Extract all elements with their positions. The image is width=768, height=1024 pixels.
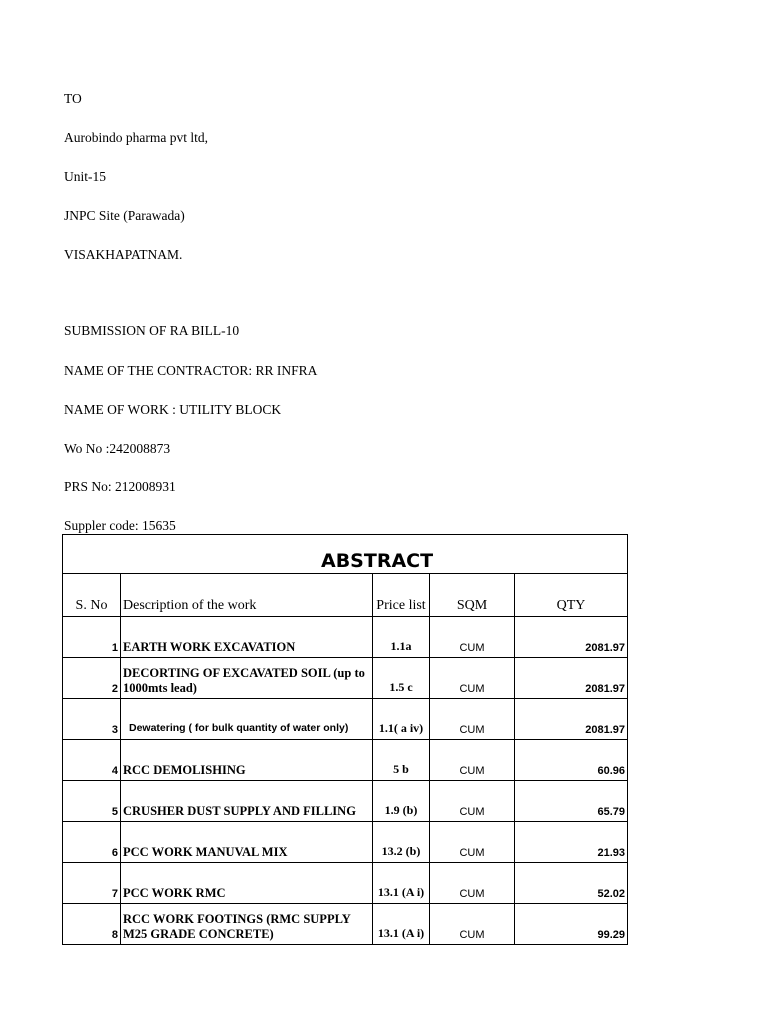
row-unit: CUM: [430, 617, 515, 658]
table-row: [63, 822, 628, 863]
table-row: [63, 863, 628, 904]
submission-line: SUBMISSION OF RA BILL-10: [64, 323, 240, 338]
abstract-title-row: [63, 535, 628, 574]
address-unit: Unit-15: [64, 169, 106, 184]
row-qty: 52.02: [515, 863, 628, 904]
abstract-title: ABSTRACT: [320, 550, 434, 572]
row-price-ref: 1.1( a iv): [373, 699, 430, 740]
row-description: DECORTING OF EXCAVATED SOIL (up to 1000mts lead): [121, 658, 373, 699]
row-qty: 99.29: [515, 904, 628, 945]
row-qty: 2081.97: [515, 658, 628, 699]
row-sno: 5: [63, 781, 121, 822]
table-header-row: [63, 574, 628, 617]
row-sno: 7: [63, 863, 121, 904]
row-qty: 21.93: [515, 822, 628, 863]
row-qty: 60.96: [515, 740, 628, 781]
row-description: EARTH WORK EXCAVATION: [121, 617, 373, 658]
supplier-code-line: Suppler code: 15635: [64, 518, 176, 533]
row-qty: 2081.97: [515, 617, 628, 658]
header-sqm: SQM: [430, 574, 515, 617]
header-qty: QTY: [515, 574, 628, 617]
row-unit: CUM: [430, 699, 515, 740]
row-description: PCC WORK MANUVAL MIX: [121, 822, 373, 863]
row-price-ref: 5 b: [373, 740, 430, 781]
row-price-ref: 13.2 (b): [373, 822, 430, 863]
row-description: PCC WORK RMC: [121, 863, 373, 904]
address-city: VISAKHAPATNAM.: [64, 247, 183, 262]
row-price-ref: 13.1 (A i): [373, 863, 430, 904]
row-sno: 6: [63, 822, 121, 863]
row-qty: 65.79: [515, 781, 628, 822]
table-row: [63, 904, 628, 945]
row-unit: CUM: [430, 658, 515, 699]
header-sno: S. No: [63, 574, 121, 617]
table-row: [63, 740, 628, 781]
header-description: Description of the work: [121, 574, 373, 617]
address-company: Aurobindo pharma pvt ltd,: [64, 130, 208, 145]
table-row: [63, 781, 628, 822]
row-sno: 1: [63, 617, 121, 658]
table-row: [63, 658, 628, 699]
row-unit: CUM: [430, 904, 515, 945]
row-description: Dewatering ( for bulk quantity of water only): [121, 699, 373, 740]
row-description: CRUSHER DUST SUPPLY AND FILLING: [121, 781, 373, 822]
table-row: [63, 617, 628, 658]
row-price-ref: 1.1a: [373, 617, 430, 658]
work-name-line: NAME OF WORK : UTILITY BLOCK: [64, 402, 282, 417]
row-unit: CUM: [430, 863, 515, 904]
address-to: TO: [64, 91, 82, 106]
row-description: RCC WORK FOOTINGS (RMC SUPPLY M25 GRADE CONCRETE): [121, 904, 373, 945]
row-sno: 3: [63, 699, 121, 740]
row-sno: 2: [63, 658, 121, 699]
prs-number-line: PRS No: 212008931: [64, 479, 176, 494]
header-price-list: Price list: [373, 574, 430, 617]
address-site: JNPC Site (Parawada): [64, 208, 185, 223]
table-row: [63, 699, 628, 740]
row-price-ref: 1.5 c: [373, 658, 430, 699]
row-description: RCC DEMOLISHING: [121, 740, 373, 781]
contractor-line: NAME OF THE CONTRACTOR: RR INFRA: [64, 363, 318, 378]
row-qty: 2081.97: [515, 699, 628, 740]
row-sno: 4: [63, 740, 121, 781]
abstract-table: [62, 534, 628, 945]
row-unit: CUM: [430, 781, 515, 822]
row-unit: CUM: [430, 822, 515, 863]
row-unit: CUM: [430, 740, 515, 781]
row-sno: 8: [63, 904, 121, 945]
row-price-ref: 13.1 (A i): [373, 904, 430, 945]
wo-number-line: Wo No :242008873: [64, 441, 171, 456]
row-price-ref: 1.9 (b): [373, 781, 430, 822]
